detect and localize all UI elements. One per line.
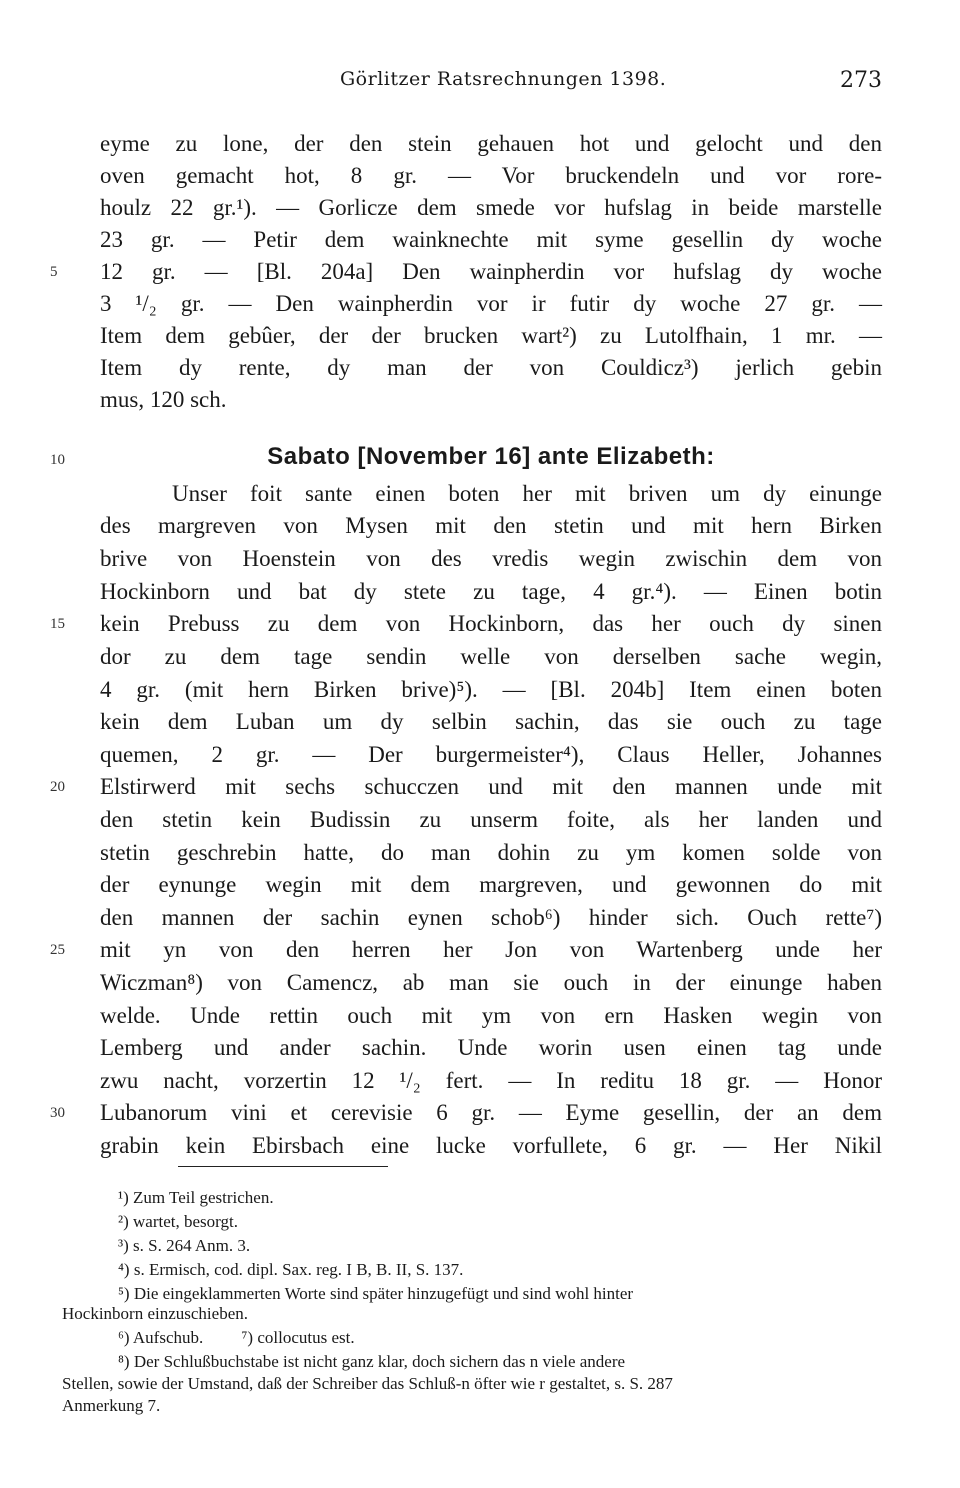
text-line: kein dem Luban um dy selbin sachin, das sie ouch zu tage <box>100 709 882 734</box>
text-line: den mannen der sachin eynen schob⁶) hinder sich. Ouch rette⁷) <box>100 905 882 930</box>
text-line: houlz 22 gr.¹). — Gorlicze dem smede vor hufslag in beide marstelle <box>100 195 882 220</box>
line-number: 5 <box>50 264 58 280</box>
footnote: ³) s. S. 264 Anm. 3. <box>118 1236 251 1255</box>
text-line: Lemberg und ander sachin. Unde worin usen einen tag unde <box>100 1035 882 1060</box>
text-line: dor zu dem tage sendin welle von derselben sache wegin, <box>100 644 882 669</box>
text-line: 4 gr. (mit hern Birken brive)⁵). — [Bl. 204b] Item einen boten <box>100 677 882 702</box>
footnote: ⁵) Die eingeklammerten Worte sind später hinzugefügt und sind wohl hinter <box>118 1284 634 1303</box>
footnote-continuation: Hockinborn einzuschieben. <box>62 1304 248 1323</box>
footnote-continuation: Stellen, sowie der Umstand, daß der Schreiber das Schluß-n öfter wie r gestaltet, s. S. 287 <box>62 1374 673 1393</box>
text-line: brive von Hoenstein von des vredis wegin zwischin dem von <box>100 546 882 571</box>
footnote: ⁶) Aufschub. ⁷) collocutus est. <box>118 1328 355 1347</box>
footnote-continuation: Anmerkung 7. <box>62 1396 161 1415</box>
text-line: 3 ¹/₂ gr. — Den wainpherdin vor ir futir dy woche 27 gr. — <box>100 291 882 316</box>
line-number: 30 <box>50 1105 65 1121</box>
text-line: welde. Unde rettin ouch mit ym von ern Hasken wegin von <box>100 1003 882 1028</box>
footnote-divider <box>178 1166 388 1167</box>
section-heading: Sabato [November 16] ante Elizabeth: <box>267 443 715 470</box>
page-header <box>100 68 882 98</box>
page-number: 273 <box>840 68 882 93</box>
running-title: Görlitzer Ratsrechnungen 1398. <box>340 68 667 90</box>
text-line: Hockinborn und bat dy stete zu tage, 4 gr.⁴). — Einen botin <box>100 579 882 604</box>
text-line: quemen, 2 gr. — Der burgermeister⁴), Claus Heller, Johannes <box>100 742 882 767</box>
text-line: Elstirwerd mit sechs schucczen und mit den mannen unde mit <box>100 774 882 799</box>
text-line: Item dem gebûer, der der brucken wart²) zu Lutolfhain, 1 mr. — <box>100 323 882 348</box>
text-line: Wiczman⁸) von Camencz, ab man sie ouch in der einunge haben <box>100 970 882 995</box>
text-line: oven gemacht hot, 8 gr. — Vor bruckendeln und vor rore- <box>100 163 882 188</box>
text-line: Item dy rente, dy man der von Couldicz³) jerlich gebin <box>100 355 882 380</box>
footnote: ⁸) Der Schlußbuchstabe ist nicht ganz klar, doch sichern das n viele andere <box>118 1352 626 1371</box>
footnote: ²) wartet, besorgt. <box>118 1212 238 1231</box>
footnote: ⁴) s. Ermisch, cod. dipl. Sax. reg. I B, B. II, S. 137. <box>118 1260 464 1279</box>
text-line: eyme zu lone, der den stein gehauen hot und gelocht und den <box>100 131 882 156</box>
text-line: Lubanorum vini et cerevisie 6 gr. — Eyme gesellin, der an dem <box>100 1100 882 1125</box>
line-number: 15 <box>50 616 65 632</box>
line-number: 20 <box>50 779 65 795</box>
text-line: des margreven von Mysen mit den stetin und mit hern Birken <box>100 513 882 538</box>
text-line: grabin kein Ebirsbach eine lucke vorfullete, 6 gr. — Her Nikil <box>100 1133 882 1158</box>
text-line: Unser foit sante einen boten her mit briven um dy einunge <box>172 481 882 506</box>
text-line: mus, 120 sch. <box>100 387 227 412</box>
footnote: ¹) Zum Teil gestrichen. <box>118 1188 274 1207</box>
text-line: mit yn von den herren her Jon von Wartenberg unde her <box>100 937 882 962</box>
text-line: der eynunge wegin mit dem margreven, und gewonnen do mit <box>100 872 882 897</box>
line-number: 10 <box>50 452 65 468</box>
text-line: 12 gr. — [Bl. 204a] Den wainpherdin vor hufslag dy woche <box>100 259 882 284</box>
line-number: 25 <box>50 942 65 958</box>
text-line: kein Prebuss zu dem von Hockinborn, das her ouch dy sinen <box>100 611 882 636</box>
text-line: den stetin kein Budissin zu unserm foite, als her landen und <box>100 807 882 832</box>
text-line: stetin geschrebin hatte, do man dohin zu ym komen solde von <box>100 840 882 865</box>
text-line: 23 gr. — Petir dem wainknechte mit syme gesellin dy woche <box>100 227 882 252</box>
text-line: zwu nacht, vorzertin 12 ¹/₂ fert. — In reditu 18 gr. — Honor <box>100 1068 882 1093</box>
